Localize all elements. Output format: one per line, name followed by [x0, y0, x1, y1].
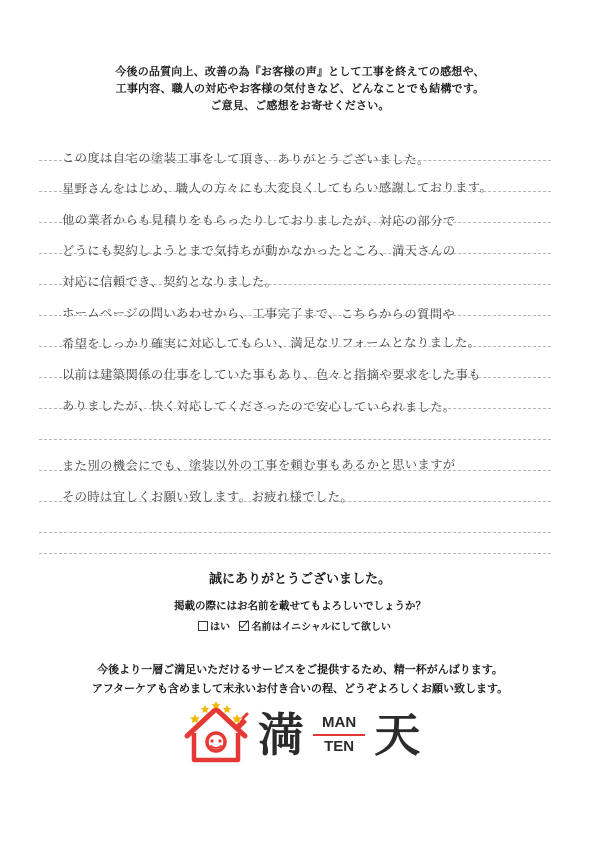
closing-message [0, 660, 600, 698]
option-initials-label: 名前はイニシャルにして欲しい [251, 622, 391, 633]
ruled-line [39, 532, 551, 533]
consent-options [198, 618, 397, 633]
ruled-line [39, 553, 551, 554]
comment-line-11: また別の機会にでも、塗装以外の工事を頼む事もあるかと思いますが [61, 457, 456, 473]
brand-logo [258, 706, 420, 766]
option-yes-label: はい [210, 622, 230, 633]
intro-line-3: ご意見、ご感想をお寄せください。 [210, 99, 390, 112]
ruled-line [39, 439, 551, 440]
comment-line-2: 星野さんをはじめ、職人の方々にも大変良くしてもらい感謝しております。 [61, 180, 493, 196]
comment-line-6: ホームページの問いあわせから、工事完了まで、こちらからの質問や [62, 306, 456, 322]
brand-romaji [313, 712, 365, 758]
comment-line-3: 他の業者からも見積りをもらったりしておりましたが、対応の部分で [62, 213, 456, 229]
thanks-heading: 誠にありがとうございました。 [208, 572, 391, 587]
comment-line-8: 以前は建築関係の仕事をしていた事もあり、色々と指摘や要求をした事も [62, 368, 481, 382]
consent-question: 掲載の際にはお名前を載せてもよろしいでしょうか？ [174, 600, 426, 612]
comment-line-7: 希望をしっかり確実に対応してもらい、満足なリフォームとなりました。 [61, 335, 481, 351]
brand-romaji-ten: TEN [324, 738, 355, 755]
comment-line-9: ありましたが、快く対応してくださったので安心していられました。 [62, 399, 456, 415]
checkbox-initials[interactable] [239, 621, 249, 631]
comment-line-4: どうにも契約しようとまで気持ちが動かなかったところ、満天さんの [62, 244, 456, 258]
comment-line-5: 対応に信頼でき、契約となりました。 [62, 275, 278, 289]
comment-line-12: その時は宜しくお願い致します。お疲れ様でした。 [62, 490, 354, 504]
closing-line-1: 今後より一層ご満足いただけるサービスをご提供するため、精一杯がんばります。 [97, 663, 503, 676]
option-yes[interactable] [198, 618, 230, 633]
brand-romaji-man: MAN [313, 712, 365, 736]
house-logo-icon [181, 700, 251, 766]
intro-text [0, 63, 600, 114]
brand-kanji-man: 満 [258, 708, 304, 762]
checkbox-yes[interactable] [198, 621, 208, 631]
comment-line-1: この度は自宅の塗装工事をして頂き、ありがとうございました。 [62, 151, 430, 167]
option-initials[interactable] [239, 618, 390, 633]
intro-line-1: 今後の品質向上、改善の為『お客様の声』として工事を終えての感想や、 [115, 65, 485, 78]
intro-line-2: 工事内容、職人の対応やお客様の気付きなど、どんなことでも結構です。 [115, 82, 485, 95]
brand-kanji-ten: 天 [374, 708, 421, 762]
closing-line-2: アフターケアも含めまして末永いお付き合いの程、どうぞよろしくお願い致します。 [91, 682, 509, 695]
